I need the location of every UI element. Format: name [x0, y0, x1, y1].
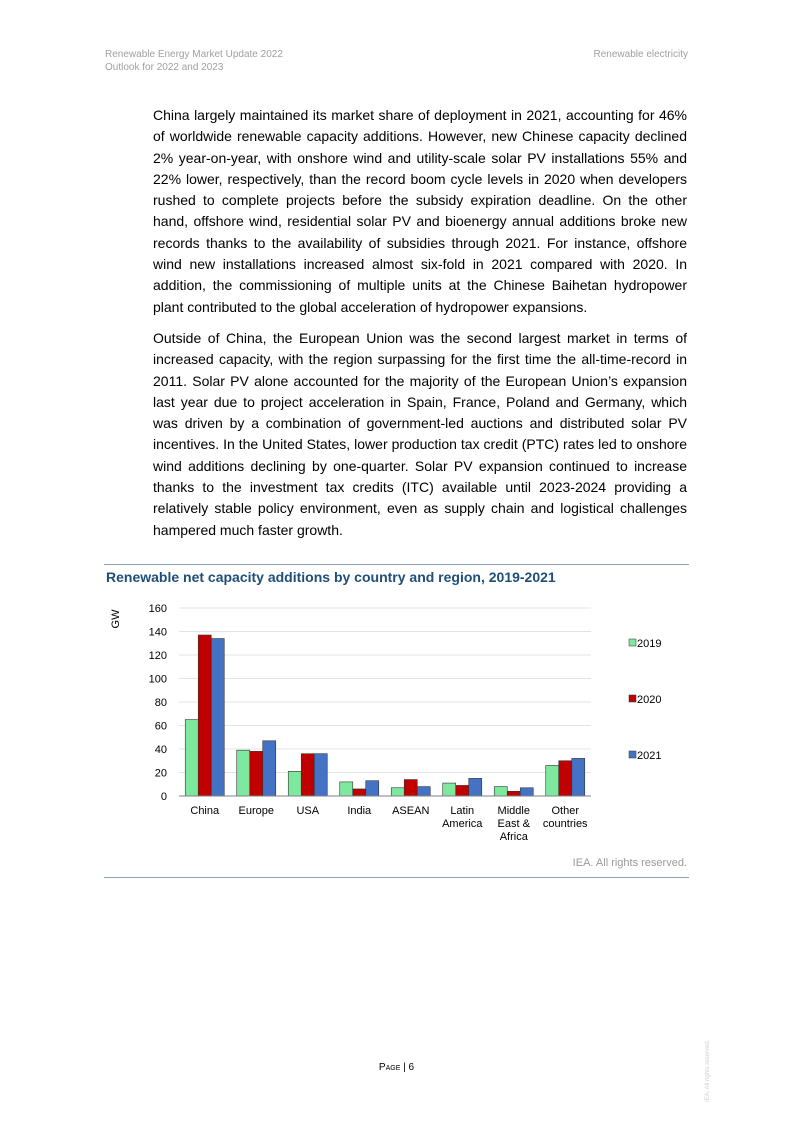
y-axis-title: GW [110, 609, 122, 629]
bar-2020-6 [507, 791, 520, 796]
bar-2019-7 [546, 765, 559, 796]
bar-2021-0 [211, 639, 224, 796]
page-number: 6 [408, 1062, 415, 1073]
x-tick-label: America [442, 818, 483, 830]
x-tick-label: Other [551, 805, 580, 817]
figure-title: Renewable net capacity additions by country and region, 2019-2021 [106, 569, 556, 585]
x-tick-label: Europe [238, 805, 274, 817]
legend-swatch-2020 [629, 695, 636, 702]
legend-label-2020: 2020 [637, 694, 662, 706]
legend-label-2019: 2019 [637, 638, 662, 650]
body-text [153, 105, 687, 551]
legend-swatch-2019 [629, 639, 636, 646]
bar-2019-5 [443, 783, 456, 796]
x-tick-label: Middle [497, 805, 530, 817]
x-tick-label: Africa [499, 831, 528, 843]
running-header-left [105, 48, 283, 74]
legend-swatch-2021 [629, 751, 636, 758]
bar-2021-5 [469, 778, 482, 796]
x-tick-label: India [347, 805, 372, 817]
bar-2020-7 [559, 761, 572, 796]
side-copyright-mark: IEA. All rights reserved. [705, 1039, 711, 1102]
bar-2019-4 [391, 788, 404, 796]
figure-credit: IEA. All rights reserved. [572, 857, 687, 869]
x-tick-label: Latin [450, 805, 475, 817]
y-tick-label: 40 [154, 744, 167, 756]
section-header: Renewable electricity [593, 49, 688, 60]
y-tick-label: 0 [160, 791, 167, 803]
page-label: Page [378, 1062, 401, 1073]
x-tick-label: USA [296, 805, 320, 817]
page-footer [0, 1062, 793, 1073]
y-tick-label: 60 [154, 720, 167, 733]
bar-2019-0 [185, 720, 198, 796]
x-tick-label: ASEAN [392, 805, 430, 817]
bar-2020-2 [301, 754, 314, 796]
x-tick-label: East & [497, 818, 530, 830]
figure-top-rule [104, 564, 689, 565]
y-tick-label: 20 [154, 767, 167, 780]
bar-2019-2 [288, 771, 301, 796]
figure-bottom-rule [104, 877, 689, 878]
bar-2021-3 [366, 781, 379, 796]
report-title: Renewable Energy Market Update 2022 [105, 49, 283, 60]
legend-label-2021: 2021 [637, 750, 662, 762]
bar-2019-3 [340, 782, 353, 796]
report-subtitle: Outlook for 2022 and 2023 [105, 62, 224, 73]
y-tick-label: 80 [154, 697, 167, 709]
bar-2020-1 [250, 751, 263, 796]
bar-2019-1 [237, 750, 250, 796]
x-tick-label: countries [542, 818, 588, 830]
bar-2020-0 [198, 635, 211, 796]
y-tick-label: 160 [148, 603, 167, 615]
bar-2019-6 [494, 787, 507, 796]
x-tick-label: China [190, 805, 220, 817]
page-separator: | [403, 1062, 406, 1073]
y-tick-label: 140 [148, 626, 167, 639]
paragraph-outside-china: Outside of China, the European Union was the second largest market in terms of increased capacity, with the region surpassing for the first time the all-time-record in 2011. Solar PV alone accounted for the majority of the European Union’s expansion last year due to project acceleration in Spain, France, Poland and Germany, which was driven by a combination of government-led auctions and distributed solar PV incentives. In the United States, lower production tax credit (PTC) rates led to onshore wind additions declining by one-quarter. Solar PV expansion continued to increase thanks to the investment tax credits (ITC) available until 2023-2024 providing a relatively stable policy environment, even as supply chain and logistical challenges hampered much faster growth. [153, 329, 687, 538]
bar-2020-5 [456, 785, 469, 796]
y-tick-label: 100 [148, 673, 167, 686]
bar-chart [104, 596, 689, 844]
bar-2021-7 [572, 758, 585, 796]
bar-2020-3 [353, 789, 366, 796]
y-tick-label: 120 [148, 650, 167, 662]
bar-2020-4 [404, 780, 417, 796]
bar-2021-1 [263, 741, 276, 796]
bar-2021-4 [417, 787, 430, 796]
bar-2021-2 [314, 754, 327, 796]
bar-2021-6 [520, 788, 533, 796]
paragraph-china: China largely maintained its market share of deployment in 2021, accounting for 46% of worldwide renewable capacity additions. However, new Chinese capacity declined 2% year-on-year, with onshore wind and utility-scale solar PV installations 55% and 22% lower, respectively, than the record boom cycle levels in 2020 when developers rushed to complete projects before the subsidy expiration deadline. On the other hand, offshore wind, residential solar PV and bioenergy annual additions broke new records thanks to the availability of subsidies through 2021. For instance, offshore wind new installations increased almost six-fold in 2021 compared with 2020. In addition, the commissioning of multiple units at the Chinese Baihetan hydropower plant contributed to the global acceleration of hydropower expansions. [153, 107, 687, 315]
